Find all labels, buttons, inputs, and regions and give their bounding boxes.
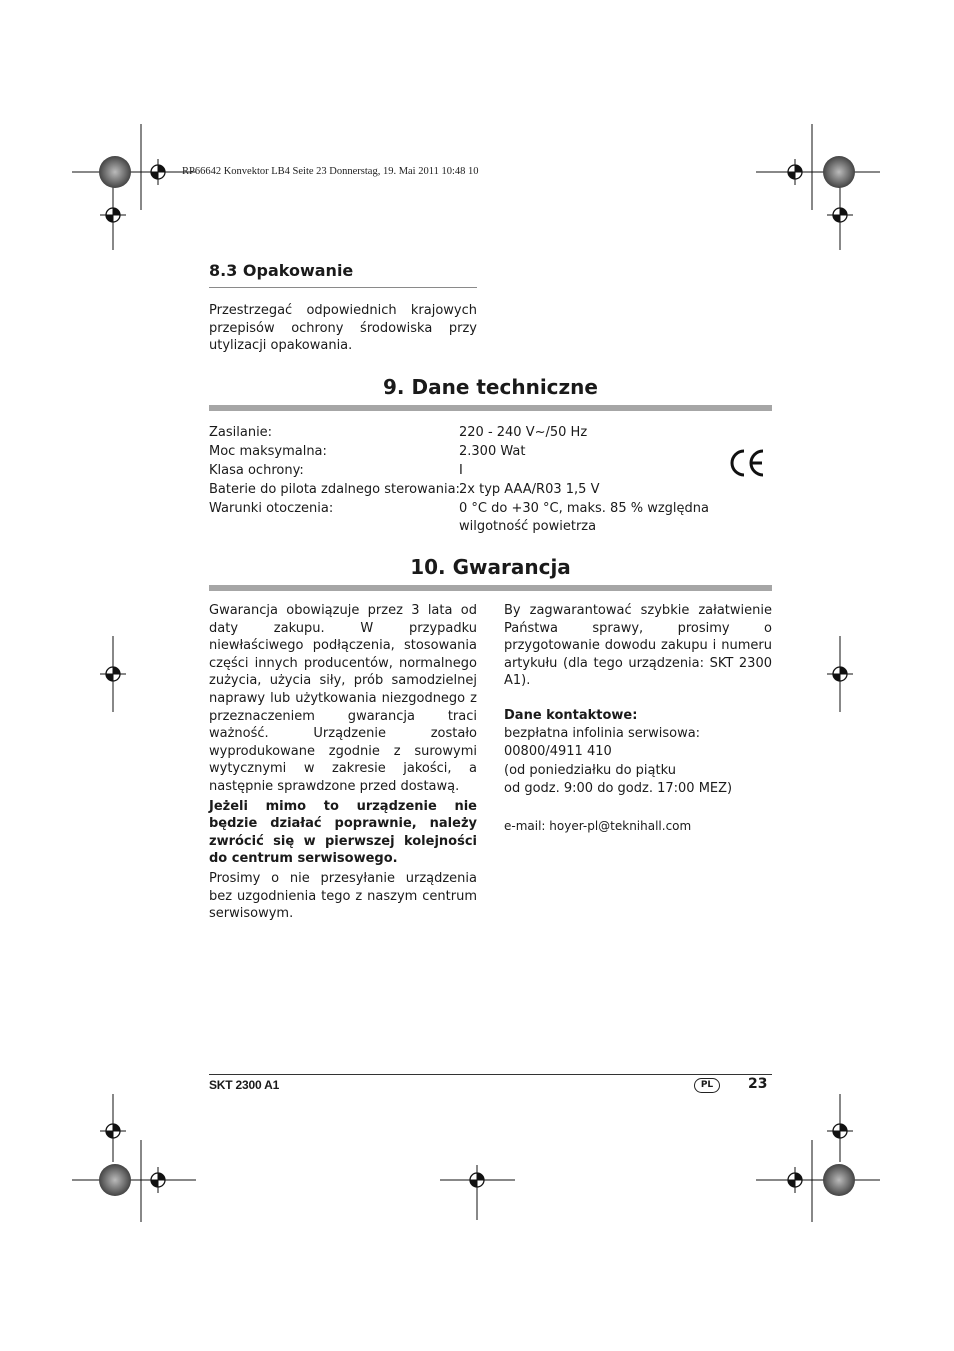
spec-value: 0 °C do +30 °C, maks. 85 % względna wilgotność powietrza <box>459 501 709 534</box>
page-number: 23 <box>748 1076 768 1092</box>
warranty-left-column <box>209 602 477 923</box>
spec-row-batteries <box>209 480 729 499</box>
warranty-right-column <box>504 602 772 833</box>
contact-heading: Dane kontaktowe: <box>504 707 638 723</box>
footer-rule <box>209 1074 772 1075</box>
spec-label: Zasilanie: <box>209 425 273 440</box>
spec-value: 220 - 240 V~/50 Hz <box>459 425 588 440</box>
warranty-paragraph-2: Jeżeli mimo to urządzenie nie będzie działać poprawnie, należy zwrócić się w pierwszej kolejności do centrum serwisowego. <box>209 798 477 867</box>
spec-label: Klasa ochrony: <box>209 463 304 478</box>
spec-row-max-power <box>209 442 729 461</box>
spec-row-power-supply <box>209 423 729 442</box>
spec-label: Moc maksymalna: <box>209 444 327 459</box>
contact-line: bezpłatna infolinia serwisowa: <box>504 725 701 741</box>
spec-value: I <box>459 463 463 478</box>
print-header: RP66642 Konvektor LB4 Seite 23 Donnerstag, 19. Mai 2011 10:48 10 <box>182 166 479 177</box>
section-8-3-text: Przestrzegać odpowiednich krajowych przepisów ochrony środowiska przy utylizacji opakowania. <box>209 303 477 354</box>
spec-label: Baterie do pilota zdalnego sterowania: <box>209 482 460 497</box>
spec-row-ambient-conditions <box>209 499 729 535</box>
section-10-bar <box>209 585 772 591</box>
section-8-3-rule <box>209 287 477 288</box>
section-8-3-title: 8.3 Opakowanie <box>209 261 354 280</box>
section-9-title: 9. Dane techniczne <box>383 375 598 399</box>
language-badge: PL <box>694 1078 720 1093</box>
warranty-paragraph-4: By zagwarantować szybkie załatwienie Państwa sprawy, prosimy o przygotowanie dowodu zakupu i numeru artykułu (dla tego urządzenia: SKT 2300 A1). <box>504 603 772 689</box>
spec-value: 2.300 Wat <box>459 444 526 459</box>
contact-email[interactable]: e-mail: hoyer-pl@teknihall.com <box>504 818 692 833</box>
spec-table <box>209 423 729 535</box>
warranty-paragraph-3: Prosimy o nie przesyłanie urządzenia bez uzgodnienia tego z naszym centrum serwisowym. <box>209 870 477 922</box>
section-9-bar <box>209 405 772 411</box>
contact-phone: 00800/4911 410 <box>504 744 612 760</box>
contact-line: (od poniedziałku do piątku <box>504 762 676 778</box>
spec-value: 2x typ AAA/R03 1,5 V <box>459 482 600 497</box>
footer-model: SKT 2300 A1 <box>209 1078 280 1092</box>
spec-row-protection-class <box>209 461 729 480</box>
spec-label: Warunki otoczenia: <box>209 501 334 516</box>
ce-mark-icon <box>728 448 766 478</box>
warranty-paragraph-1: Gwarancja obowiązuje przez 3 lata od daty zakupu. W przypadku niewłaściwego podłączenia, stosowania części innych producentów, normalnego zużycia, użycia siły, prób samodzielnej naprawy lub użytkowania niezgodnego z przeznaczeniem gwarancja traci ważność. Urządzenie zostało wyprodukowane zgodnie z surowymi wytycznymi w zakresie jakości, a następnie sprawdzone przed dostawą. <box>209 603 477 794</box>
contact-line: od godz. 9:00 do godz. 17:00 MEZ) <box>504 781 733 797</box>
section-10-title: 10. Gwarancja <box>410 555 571 579</box>
